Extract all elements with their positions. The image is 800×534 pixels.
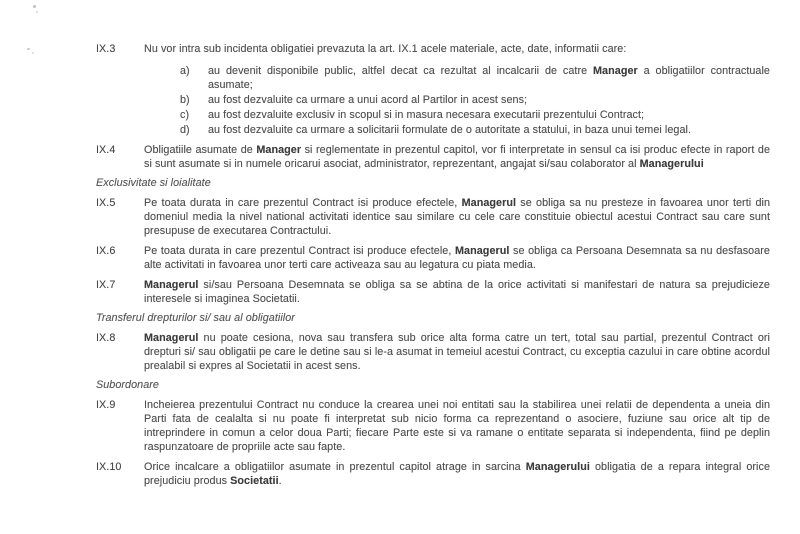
- scan-speck: [33, 5, 36, 8]
- document-body: [96, 42, 770, 488]
- clause-number: IX.9: [96, 399, 116, 411]
- subitem-letter: d): [180, 124, 190, 136]
- subitem: [180, 64, 770, 92]
- subitem-letter: a): [180, 65, 190, 77]
- emphasized-term: Managerul: [455, 245, 510, 257]
- clause-number: IX.10: [96, 461, 122, 473]
- subitem-letter: b): [180, 94, 190, 106]
- subitem-text: au devenit disponibile public, altfel decat ca rezultat al incalcarii de catre Manager a obligatiilor contractuale asumate;: [208, 65, 770, 91]
- clause: [96, 278, 770, 306]
- clause-text: Managerul nu poate cesiona, nova sau transfera sub orice alta forma catre un tert, total sau partial, prezentul Contract ori drepturi si/ sau obligatii pe care le detine sau si le-a asumat in temeiul acestui Contract, cu exceptia cazului in care obtine acordul prealabil si expres al Societatii in acest sens.: [144, 332, 770, 372]
- clause: [96, 42, 770, 56]
- clause: [96, 460, 770, 488]
- clause: [96, 143, 770, 171]
- section-heading: Transferul drepturilor si/ sau al obligatiilor: [96, 312, 295, 324]
- clause-number: IX.4: [96, 144, 116, 156]
- scan-speck: [27, 48, 30, 50]
- emphasized-term: Societatii: [230, 475, 279, 487]
- subitem: [180, 108, 770, 122]
- emphasized-term: Manager: [256, 144, 302, 156]
- section-heading: Subordonare: [96, 379, 159, 391]
- subitem-text: au fost dezvaluite ca urmare a unui acord al Partilor in acest sens;: [208, 94, 528, 106]
- subitem-letter: c): [180, 109, 190, 121]
- emphasized-term: Managerului: [639, 158, 704, 170]
- subitem: [180, 93, 770, 107]
- subitem: [180, 123, 770, 137]
- subitem-text: au fost dezvaluite exclusiv in scopul si in masura necesara executarii prezentului Contract;: [208, 109, 645, 121]
- clause: [96, 244, 770, 272]
- emphasized-term: Managerul: [461, 197, 517, 209]
- clause-number: IX.3: [96, 43, 116, 55]
- emphasized-term: Managerul: [144, 332, 199, 344]
- clause-number: IX.5: [96, 197, 116, 209]
- clause-text: Pe toata durata in care prezentul Contract isi produce efectele, Managerul se obliga sa nu presteze in favoarea unor terti din domeniul media la nivel national activitati identice sau similare cu cele care constituie obiectul acestui Contract sau care sunt presupuse de executarea Contractului.: [144, 197, 770, 237]
- clause-text: Pe toata durata in care prezentul Contract isi produce efectele, Managerul se obliga ca Persoana Desemnata sa nu desfasoare alte activitati in favoarea unor terti care activeaza sau au legatura cu piata media.: [144, 245, 770, 271]
- clause-text: Managerul si/sau Persoana Desemnata se obliga sa se abtina de la orice activitati si manifestari de natura sa prejudicieze interesele si imaginea Societatii.: [144, 279, 770, 305]
- clause-number: IX.8: [96, 332, 116, 344]
- clause-number: IX.7: [96, 279, 116, 291]
- subitem-text: au fost dezvaluite ca urmare a solicitarii formulate de o autoritate a statului, in baza unui temei legal.: [208, 124, 692, 136]
- clause-text: Obligatiile asumate de Manager si reglementate in prezentul capitol, vor fi interpretate in sensul ca isi produc efecte in raport de si sunt asumate si in numele oricarui asociat, administrator, reprezentant, angajat si/sau colaborator al Managerului: [144, 144, 770, 170]
- section-heading: Exclusivitate si loialitate: [96, 177, 211, 189]
- clause-number: IX.6: [96, 245, 116, 257]
- emphasized-term: Managerul: [144, 279, 199, 291]
- clause: [96, 331, 770, 373]
- emphasized-term: Managerului: [525, 461, 590, 473]
- scan-speck: [36, 11, 38, 13]
- clause-text: Incheierea prezentului Contract nu conduce la crearea unei noi entitati sau la stabilirea unei relatii de dependenta a uneia din Parti fata de cealalta si nu poate fi interpretat sub nicio forma ca reprezentand o asociere, fuziune sau orice alt tip de intreprindere in comun a celor doua Parti; fiecare Parte este si va ramane o entitate separata si independenta, fiind pe deplin raspunzatoare de propriile acte sau fapte.: [144, 399, 770, 453]
- clause-text: Orice incalcare a obligatiilor asumate in prezentul capitol atrage in sarcina Managerului obligatia de a repara integral orice prejudiciu produs Societatii.: [144, 461, 771, 487]
- scan-speck: [32, 52, 34, 54]
- clause: [96, 398, 770, 454]
- clause: [96, 196, 770, 238]
- clause-text: Nu vor intra sub incidenta obligatiei prevazuta la art. IX.1 acele materiale, acte, date, informatii care:: [144, 43, 627, 55]
- emphasized-term: Manager: [593, 65, 638, 77]
